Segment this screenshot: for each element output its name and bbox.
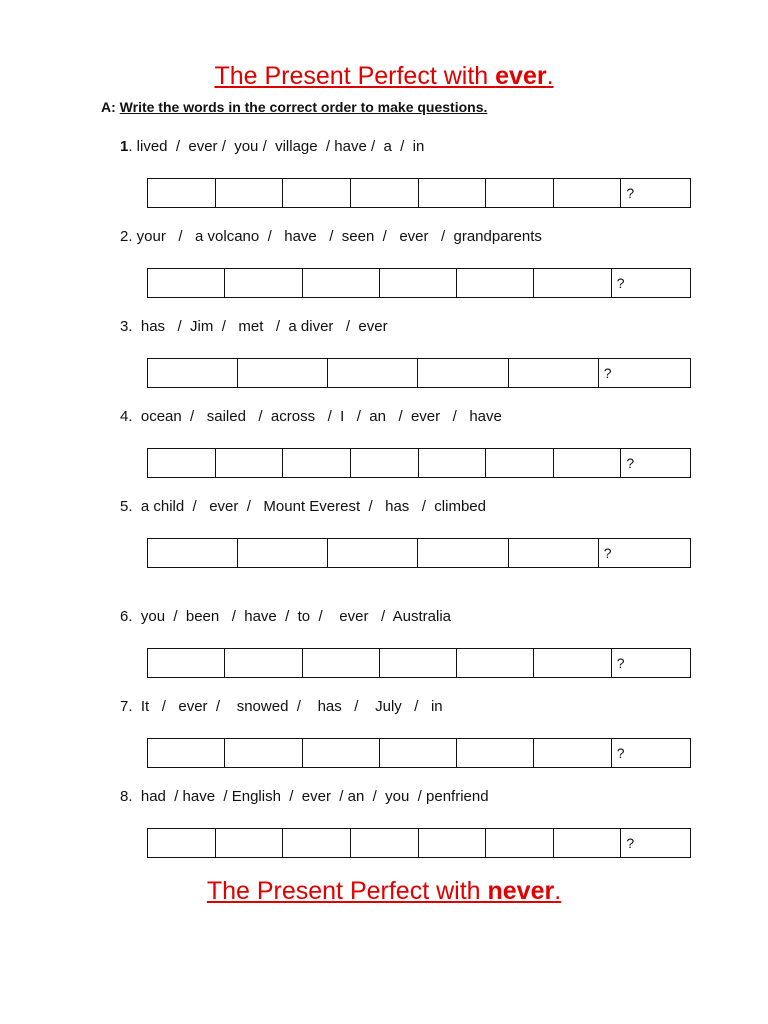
answer-cell[interactable] (419, 449, 487, 477)
question-mark: ? (603, 365, 612, 381)
title-keyword: ever (495, 62, 547, 90)
answer-cell[interactable] (148, 829, 216, 857)
answer-cell[interactable] (351, 449, 419, 477)
question-number: 2. (120, 228, 133, 245)
title-suffix: . (546, 62, 554, 90)
question-mark: ? (616, 275, 625, 291)
answer-boxes (147, 738, 691, 768)
question-prompt (120, 698, 443, 715)
question-mark: ? (626, 835, 635, 851)
title-prefix: The Present Perfect with (214, 62, 496, 90)
question-number: 4. (120, 408, 133, 425)
answer-cell[interactable] (534, 269, 611, 297)
question-prompt (120, 498, 486, 515)
answer-boxes (147, 268, 691, 298)
question-mark: ? (626, 455, 635, 471)
answer-cell[interactable] (303, 269, 380, 297)
answer-cell[interactable] (534, 739, 611, 767)
answer-cell[interactable] (554, 829, 622, 857)
question-prompt (120, 408, 502, 425)
answer-cell[interactable] (148, 649, 225, 677)
question-number: 3. (120, 318, 133, 335)
answer-cell[interactable] (283, 179, 351, 207)
answer-cell[interactable] (216, 179, 284, 207)
question-number: 6. (120, 608, 133, 625)
answer-cell[interactable] (216, 449, 284, 477)
question-mark: ? (616, 745, 625, 761)
answer-cell-final[interactable] (621, 829, 690, 857)
answer-cell[interactable] (418, 539, 508, 567)
title-keyword: never (487, 877, 555, 905)
question-words: your / a volcano / have / seen / ever / grandparents (132, 228, 542, 245)
answer-cell[interactable] (486, 449, 554, 477)
answer-cell[interactable] (554, 179, 622, 207)
title-suffix: . (554, 877, 562, 905)
question-number: 1 (120, 138, 129, 155)
question-number: 5. (120, 498, 133, 515)
answer-cell[interactable] (380, 269, 457, 297)
question-number: 8. (120, 788, 133, 805)
page-title (0, 62, 768, 91)
section-label: A: (101, 99, 116, 115)
answer-cell[interactable] (148, 179, 216, 207)
question-words: ocean / sailed / across / I / an / ever / have (132, 408, 502, 425)
question-prompt (120, 788, 489, 805)
question-words: has / Jim / met / a diver / ever (132, 318, 388, 335)
question-words: you / been / have / to / ever / Australia (132, 608, 452, 625)
answer-cell[interactable] (509, 539, 599, 567)
answer-cell[interactable] (283, 829, 351, 857)
answer-cell[interactable] (225, 649, 302, 677)
answer-cell[interactable] (238, 359, 328, 387)
answer-cell[interactable] (225, 739, 302, 767)
question-words: . lived / ever / you / village / have / a / in (128, 138, 425, 155)
answer-cell[interactable] (419, 179, 487, 207)
question-number: 7. (120, 698, 133, 715)
answer-cell[interactable] (380, 739, 457, 767)
answer-cell[interactable] (148, 359, 238, 387)
question-mark: ? (616, 655, 625, 671)
answer-cell[interactable] (303, 649, 380, 677)
answer-cell[interactable] (216, 829, 284, 857)
answer-boxes (147, 178, 691, 208)
answer-cell[interactable] (457, 739, 534, 767)
question-prompt (120, 138, 424, 155)
answer-boxes (147, 828, 691, 858)
answer-cell[interactable] (225, 269, 302, 297)
answer-cell[interactable] (303, 739, 380, 767)
answer-cell[interactable] (351, 829, 419, 857)
answer-cell-final[interactable] (612, 649, 690, 677)
question-mark: ? (603, 545, 612, 561)
answer-boxes (147, 358, 691, 388)
answer-cell[interactable] (534, 649, 611, 677)
question-mark: ? (626, 185, 635, 201)
question-prompt (120, 608, 451, 625)
answer-cell[interactable] (380, 649, 457, 677)
question-words: had / have / English / ever / an / you / penfriend (132, 788, 489, 805)
answer-cell[interactable] (419, 829, 487, 857)
instruction-text: Write the words in the correct order to make questions. (119, 99, 488, 115)
answer-cell-final[interactable] (599, 359, 690, 387)
answer-cell[interactable] (486, 179, 554, 207)
answer-cell[interactable] (509, 359, 599, 387)
answer-cell-final[interactable] (621, 449, 690, 477)
title-prefix: The Present Perfect with (206, 877, 488, 905)
answer-boxes (147, 448, 691, 478)
answer-cell[interactable] (148, 449, 216, 477)
next-section-title (0, 877, 768, 906)
question-prompt (120, 228, 542, 245)
answer-cell[interactable] (486, 829, 554, 857)
answer-cell[interactable] (283, 449, 351, 477)
section-instruction (101, 99, 487, 115)
answer-cell[interactable] (351, 179, 419, 207)
answer-cell[interactable] (148, 739, 225, 767)
question-words: a child / ever / Mount Everest / has / climbed (132, 498, 486, 515)
answer-cell[interactable] (328, 539, 418, 567)
answer-cell[interactable] (418, 359, 508, 387)
answer-boxes (147, 648, 691, 678)
answer-cell-final[interactable] (612, 269, 690, 297)
answer-cell-final[interactable] (612, 739, 690, 767)
answer-boxes (147, 538, 691, 568)
answer-cell[interactable] (457, 269, 534, 297)
answer-cell[interactable] (148, 539, 238, 567)
answer-cell-final[interactable] (599, 539, 690, 567)
answer-cell-final[interactable] (621, 179, 690, 207)
question-words: It / ever / snowed / has / July / in (132, 698, 443, 715)
answer-cell[interactable] (148, 269, 225, 297)
answer-cell[interactable] (457, 649, 534, 677)
answer-cell[interactable] (328, 359, 418, 387)
answer-cell[interactable] (238, 539, 328, 567)
answer-cell[interactable] (554, 449, 622, 477)
question-prompt (120, 318, 388, 335)
